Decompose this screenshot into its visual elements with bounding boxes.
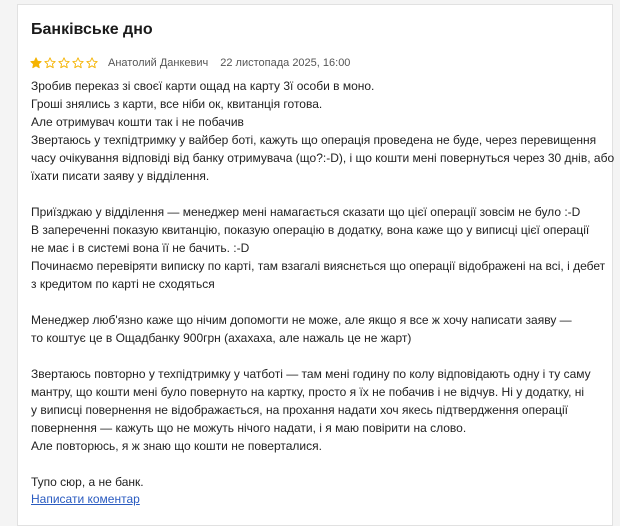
- review-text-line: Звертаюсь у техпідтримку у вайбер боті, кажуть що операція проведена не буде, через перевищення: [31, 133, 597, 147]
- paragraph-gap: [31, 185, 603, 203]
- review-text-line: у виписці повернення не відображається, на прохання надати хоч якесь підтвердження операції: [31, 403, 568, 417]
- review-text-line: їхати писати заяву у відділення.: [31, 169, 210, 183]
- review-author: Анатолий Данкевич: [108, 57, 209, 69]
- review-card: [17, 4, 613, 526]
- review-text-line: Починаємо перевіряти виписку по карті, там взагалі вияснється що операції відображені на всі, і дебет: [31, 259, 606, 273]
- star-outline-icon: [86, 57, 98, 69]
- review-text-line: часу очікування відповіді від банку отримувача (що?:-D), і що кошти мені повернуться через 30 днів, або: [31, 151, 615, 165]
- review-text-line: Приїзджаю у відділення — менеджер мені намагається сказати що цієї операції зовсім не було :-D: [31, 205, 581, 219]
- review-text-line: не має і в системі вона її не бачить. :-D: [31, 241, 250, 255]
- review-text-line: з кредитом по карті не сходяться: [31, 277, 215, 291]
- paragraph-gap: [31, 455, 603, 473]
- review-text-line: Тупо сюр, а не банк.: [31, 475, 144, 489]
- paragraph-gap: [31, 347, 603, 365]
- review-text-line: Менеджер люб'язно каже що нічим допомогти не може, але якщо я все ж хочу написати заяву —: [31, 313, 572, 327]
- review-title: Банківське дно: [31, 21, 153, 38]
- star-outline-icon: [58, 57, 70, 69]
- review-meta: [30, 56, 350, 70]
- review-text-line: Але повторюсь, я ж знаю що кошти не поверталися.: [31, 439, 322, 453]
- review-text-line: повернення — кажуть що не можуть нічого надати, і я маю повірити на слово.: [31, 421, 467, 435]
- write-comment-link[interactable]: Написати коментар: [31, 492, 140, 506]
- review-text-line: Звертаюсь повторно у техпідтримку у чатботі — там мені годину по колу відповідають одну і ту саму: [31, 367, 591, 381]
- review-text-line: Зробив переказ зі своєї карти ощад на карту 3ї особи в моно.: [31, 79, 375, 93]
- paragraph-gap: [31, 293, 603, 311]
- review-date: 22 листопада 2025, 16:00: [220, 57, 351, 69]
- review-text-line: Гроші знялись з карти, все ніби ок, квитанція готова.: [31, 97, 323, 111]
- star-outline-icon: [72, 57, 84, 69]
- star-outline-icon: [44, 57, 56, 69]
- rating-stars: [30, 57, 98, 69]
- review-text-line: Але отримувач кошти так і не побачив: [31, 115, 244, 129]
- review-text-line: то коштує це в Ощадбанку 900грн (ахахаха, але нажаль це не жарт): [31, 331, 412, 345]
- star-filled-icon: [30, 57, 42, 69]
- review-text-line: В запереченні показую квитанцію, показую операцію в додатку, вона каже що у виписці цієї операції: [31, 223, 590, 237]
- review-body: [31, 77, 615, 491]
- review-text-line: мантру, що кошти мені було повернуто на картку, просто я їх не побачив і не відчув. Ні у додатку, ні: [31, 385, 585, 399]
